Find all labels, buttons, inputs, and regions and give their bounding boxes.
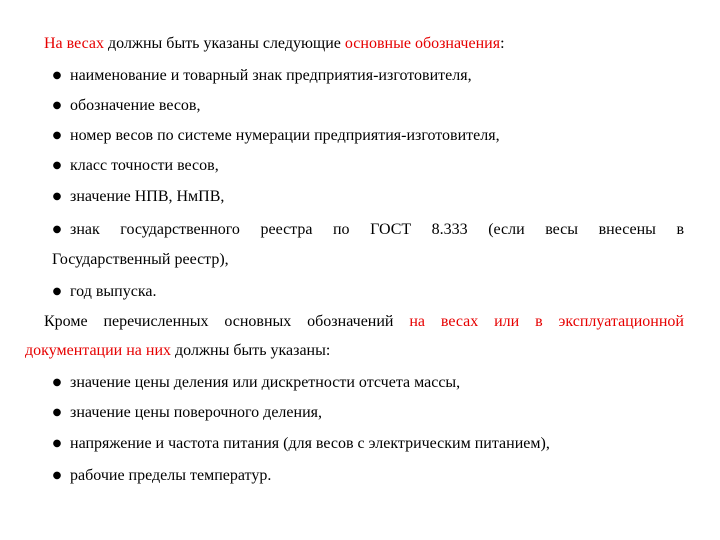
paragraph-2-red-phrase-2: документации на них: [25, 342, 172, 359]
intro-text-1: должны быть указаны следующие: [104, 35, 345, 52]
list-item: номер весов по системе нумерации предприятия-изготовителя,: [70, 127, 500, 144]
list-item: напряжение и частота питания (для весов с электрическим питанием),: [70, 435, 550, 452]
bullet-icon: ●: [52, 470, 62, 481]
bullet-icon: ●: [52, 100, 62, 111]
paragraph-2-red-phrase-1: на весах или в эксплуатационной: [409, 313, 684, 330]
bullet-icon: ●: [52, 191, 62, 202]
bullet-icon: ●: [52, 160, 62, 171]
list-item: наименование и товарный знак предприятия-изготовителя,: [70, 67, 472, 84]
list-item: обозначение весов,: [70, 97, 201, 114]
paragraph-2-text-1: Кроме перечисленных основных обозначений: [44, 313, 410, 330]
paragraph-2-text-2: должны быть указаны:: [171, 342, 331, 359]
intro-line: [44, 34, 505, 54]
list-item: год выпуска.: [70, 283, 157, 300]
bullet-icon: ●: [52, 286, 62, 297]
bullet-icon: ●: [52, 407, 62, 418]
bullet-icon: ●: [52, 377, 62, 388]
list-item: значение цены поверочного деления,: [70, 404, 322, 421]
paragraph-2-line-1: [44, 312, 684, 332]
bullet-icon: ●: [52, 130, 62, 141]
list-item: класс точности весов,: [70, 157, 219, 174]
list-item: рабочие пределы температур.: [70, 467, 272, 484]
intro-red-phrase-1: На весах: [44, 35, 105, 52]
list-item: значение цены деления или дискретности отсчета массы,: [70, 374, 461, 391]
bullet-icon: ●: [52, 224, 62, 235]
bullet-icon: ●: [52, 438, 62, 449]
paragraph-2-line-2: [25, 341, 330, 361]
list-item-justified: знак государственного реестра по ГОСТ 8.333 (если весы внесены в: [70, 221, 684, 238]
intro-text-2: :: [500, 35, 505, 52]
list-item-continuation: Государственный реестр),: [52, 251, 229, 268]
intro-red-phrase-2: основные обозначения: [344, 35, 501, 52]
bullet-icon: ●: [52, 70, 62, 81]
list-item: значение НПВ, НмПВ,: [70, 188, 225, 205]
